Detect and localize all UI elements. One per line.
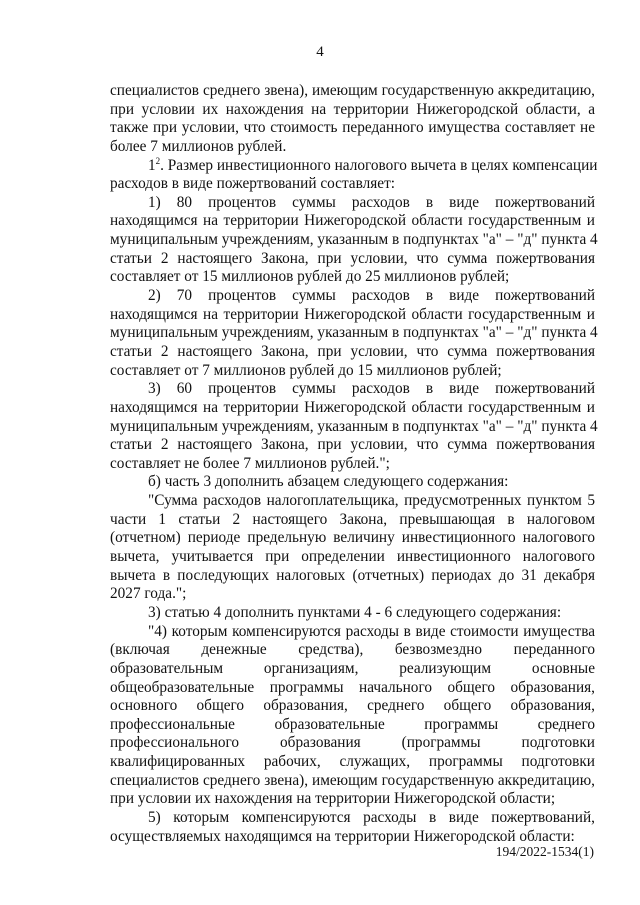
line-text: б) часть 3 дополнить абзацем следующего содержания: (148, 473, 509, 491)
text-line (110, 417, 598, 437)
line-text: расходов в виде пожертвований составляет: (110, 175, 396, 193)
text-line (110, 399, 595, 418)
text-line (110, 343, 595, 362)
page-number: 4 (316, 44, 324, 60)
text-line (110, 623, 595, 642)
line-text: находящимся на территории Нижегородской области государственным и (110, 398, 595, 416)
text-line (110, 679, 595, 698)
line-text: более 7 миллионов рублей. (110, 137, 287, 155)
line-text: 2) 70 процентов суммы расходов в виде пожертвований (148, 287, 595, 305)
clause-superscript: 2 (155, 155, 161, 166)
line-text: составляет не более 7 миллионов рублей."; (110, 454, 390, 472)
text-line (110, 809, 595, 828)
line-text: профессиональные образовательные программы среднего (110, 715, 595, 733)
text-line (110, 473, 595, 492)
line-text: (включая денежные средства), безвозмездно переданного (110, 641, 595, 659)
line-text: общеобразовательные программы начального общего образования, (110, 678, 595, 696)
text-line (110, 324, 598, 343)
text-line (110, 155, 598, 176)
line-text: квалифицированных рабочих, служащих, программы подготовки (110, 753, 595, 771)
text-line (110, 306, 595, 325)
text-line (110, 492, 595, 511)
line-text: 3) 60 процентов суммы расходов в виде пожертвований (148, 380, 595, 398)
text-line (110, 772, 595, 791)
text-line (110, 175, 595, 194)
line-text: находящимся на территории Нижегородской области государственным и (110, 305, 595, 323)
line-text: 2027 года."; (110, 585, 187, 603)
text-line (110, 716, 595, 735)
text-line (110, 194, 595, 213)
line-text: образовательным организациям, реализующим основные (110, 659, 595, 677)
text-line (110, 604, 595, 623)
line-text: составляет от 15 миллионов рублей до 25 миллионов рублей; (110, 268, 510, 286)
line-text: . Размер инвестиционного налогового вычета в целях компенсации (160, 156, 598, 174)
line-text: 3) статью 4 дополнить пунктами 4 - 6 следующего содержания: (148, 603, 562, 621)
line-text: статьи 2 настоящего Закона, при условии, что сумма пожертвования (110, 342, 595, 360)
text-line (110, 660, 595, 679)
line-text: специалистов среднего звена), имеющим государственную аккредитацию, (110, 771, 595, 789)
text-line (110, 82, 595, 101)
line-text: 5) которым компенсируются расходы в виде пожертвований, (148, 808, 595, 826)
line-text: профессионального образования (программы подготовки (110, 734, 595, 752)
line-text: вычета в последующих налоговых (отчетных) периодах до 31 декабря (110, 566, 595, 584)
text-line (110, 436, 595, 455)
line-text: муниципальным учреждениям, указанным в подпунктах "а" – "д" пункта 4 (110, 417, 598, 435)
text-line (110, 380, 595, 399)
line-text: специалистов среднего звена), имеющим государственную аккредитацию, (110, 82, 595, 99)
text-line (110, 641, 595, 660)
line-text: основного общего образования, среднего общего образования, (110, 697, 595, 715)
document-body (110, 82, 598, 846)
text-line (110, 753, 595, 772)
line-text: осуществляемых находящимся на территории Нижегородской области: (110, 827, 575, 845)
text-line (110, 585, 595, 604)
text-line (110, 529, 595, 548)
text-line (110, 790, 595, 809)
line-text: вычета, учитывается при определении инвестиционного налогового (110, 548, 595, 566)
text-line (110, 734, 595, 753)
line-text: также при условии, что стоимость переданного имущества составляет не (110, 119, 595, 137)
text-line (110, 548, 595, 567)
text-line (110, 287, 595, 306)
line-text: при условии их нахождения на территории Нижегородской области, а (110, 100, 595, 118)
line-text: муниципальным учреждениям, указанным в подпунктах "а" – "д" пункта 4 (110, 231, 598, 249)
text-line (110, 212, 595, 231)
line-text: находящимся на территории Нижегородской области государственным и (110, 212, 595, 230)
text-line (110, 138, 595, 157)
text-line (110, 511, 595, 530)
line-text: статьи 2 настоящего Закона, при условии, что сумма пожертвования (110, 436, 595, 454)
text-line (110, 567, 595, 586)
text-line (110, 119, 595, 138)
line-text: (отчетном) периоде предельную величину инвестиционного налогового (110, 529, 595, 547)
text-line (110, 362, 595, 381)
line-text: муниципальным учреждениям, указанным в подпунктах "а" – "д" пункта 4 (110, 324, 598, 342)
text-line (110, 231, 598, 250)
document-id: 194/2022-1534(1) (495, 844, 594, 859)
text-line (110, 250, 595, 269)
line-text: при условии их нахождения на территории Нижегородской области; (110, 790, 556, 808)
text-line (110, 455, 595, 474)
text-line (110, 697, 595, 716)
line-text: "4) которым компенсируются расходы в виде стоимости имущества (148, 622, 595, 640)
line-text: "Сумма расходов налогоплательщика, предусмотренных пунктом 5 (148, 492, 595, 510)
line-text: составляет от 7 миллионов рублей до 15 миллионов рублей; (110, 361, 502, 379)
line-text: части 1 статьи 2 настоящего Закона, превышающая в налоговом (110, 510, 595, 528)
text-line (110, 268, 595, 287)
text-line (110, 101, 595, 120)
line-text: 1) 80 процентов суммы расходов в виде пожертвований (148, 193, 595, 211)
line-text: статьи 2 настоящего Закона, при условии, что сумма пожертвования (110, 249, 595, 267)
clause-number: 1 (148, 156, 156, 174)
